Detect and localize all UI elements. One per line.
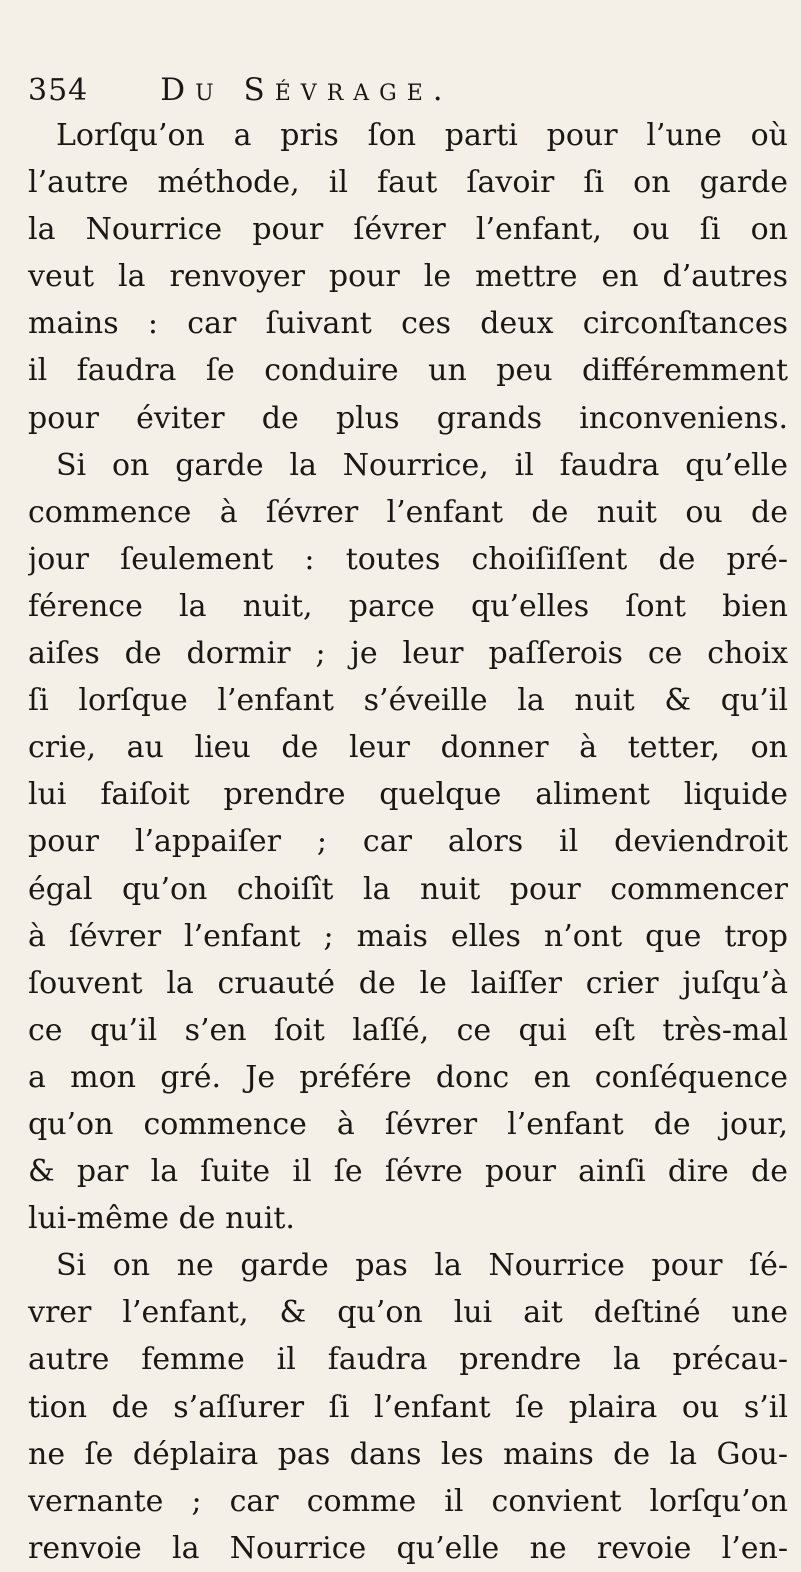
text-line-7: pour éviter de plus grands inconveniens. [28,400,788,436]
text-line-16: pour l’appaiſer ; car alors il deviendroit [28,824,788,860]
body-text [28,112,788,1572]
text-line-23: & par la ſuite il ſe ſévre pour ainſi dire de [28,1154,788,1190]
text-line-4: veut la renvoyer pour le mettre en d’autres [28,259,788,295]
text-line-3: la Nourrice pour ſévrer l’enfant, ou ſi on [28,212,788,248]
text-line-18: à ſévrer l’enfant ; mais elles n’ont que trop [28,918,788,954]
chapter-title: Du Sévrage. [160,72,453,108]
text-line-8: Si on garde la Nourrice, il faudra qu’elle [56,447,788,483]
text-line-6: il faudra ſe conduire un peu différemment [28,353,788,389]
text-line-13: ſi lorſque l’enfant s’éveille la nuit & qu’il [28,683,788,719]
text-line-28: tion de s’aſſurer ſi l’enfant ſe plaira ou s’il [28,1389,788,1425]
text-line-2: l’autre méthode, il faut ſavoir ſi on garde [28,165,788,201]
text-line-14: crie, au lieu de leur donner à tetter, on [28,730,788,766]
text-line-15: lui faiſoit prendre quelque aliment liquide [28,777,788,813]
text-line-26: vrer l’enfant, & qu’on lui ait deſtiné une [28,1295,788,1331]
text-line-12: aiſes de dormir ; je leur paſſerois ce choix [28,636,788,672]
text-line-5: mains : car ſuivant ces deux circonſtances [28,306,788,342]
text-line-10: jour ſeulement : toutes choiſiſſent de pré- [28,541,788,577]
text-line-17: égal qu’on choiſît la nuit pour commencer [28,871,788,907]
page-number: 354 [28,73,89,108]
text-line-19: ſouvent la cruauté de le laiſſer crier juſqu’à [28,965,788,1001]
text-line-29: ne ſe déplaira pas dans les mains de la Gou- [28,1436,788,1472]
text-line-27: autre femme il faudra prendre la précau- [28,1342,788,1378]
text-line-30: vernante ; car comme il convient lorſqu’on [28,1483,788,1519]
text-line-21: a mon gré. Je préfére donc en conſéquence [28,1059,788,1095]
text-line-11: férence la nuit, parce qu’elles ſont bien [28,588,788,624]
text-line-24: lui-même de nuit. [28,1201,295,1237]
text-line-25: Si on ne garde pas la Nourrice pour ſé- [56,1248,788,1284]
text-line-9: commence à ſévrer l’enfant de nuit ou de [28,494,788,530]
text-line-1: Lorſqu’on a pris ſon parti pour l’une où [56,118,788,153]
text-line-31: renvoie la Nourrice qu’elle ne revoie l’en- [28,1530,788,1566]
text-line-22: qu’on commence à ſévrer l’enfant de jour, [28,1106,788,1142]
text-line-20: ce qu’il s’en ſoit laſſé, ce qui eſt très-mal [28,1012,788,1048]
